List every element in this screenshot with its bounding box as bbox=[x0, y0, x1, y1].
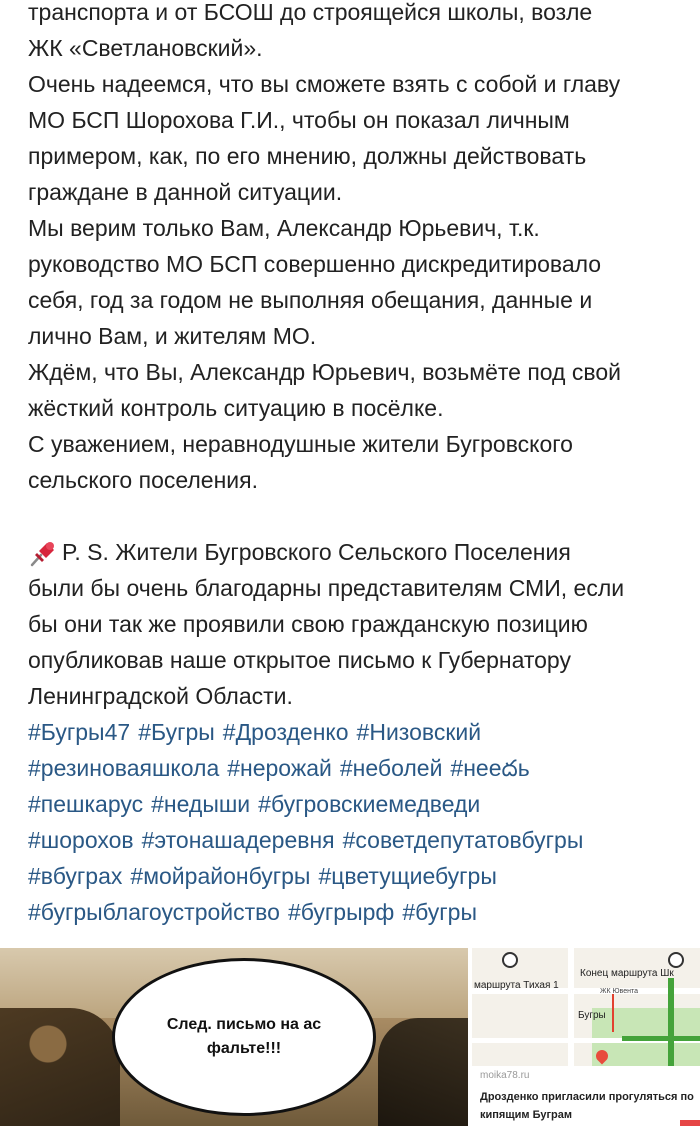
postscript-first-line bbox=[28, 534, 688, 570]
hashtag-link[interactable]: #цветущиебугры bbox=[318, 863, 497, 889]
speech-bubble-line: След. письмо на ас bbox=[166, 1016, 322, 1033]
route-arrow bbox=[612, 994, 614, 1032]
speech-bubble-line: фальте!!! bbox=[206, 1040, 282, 1057]
post-line: бы они так же проявили свою гражданскую позицию bbox=[28, 611, 588, 637]
hashtag-link[interactable]: #пешкарус bbox=[28, 791, 144, 817]
post-line: Ждём, что Вы, Александр Юрьевич, возьмёте под свой bbox=[28, 359, 621, 385]
paragraph-gap bbox=[28, 498, 688, 534]
postscript bbox=[28, 534, 688, 714]
route-start-marker bbox=[502, 952, 518, 968]
post-line: себя, год за годом не выполняя обещания, данные и bbox=[28, 287, 593, 313]
hashtag-line bbox=[28, 858, 688, 894]
post-line: P. S. Жители Бугровского Сельского Поселения bbox=[62, 539, 571, 565]
route-end-marker bbox=[668, 952, 684, 968]
traffic-line bbox=[668, 978, 674, 1066]
hashtag-link[interactable]: #нерожай bbox=[227, 755, 332, 781]
hashtag-link[interactable]: #бугрыблагоустройство bbox=[28, 899, 280, 925]
traffic-line bbox=[622, 1036, 700, 1041]
post-line: транспорта и от БСОШ до строящейся школы, возле bbox=[28, 0, 593, 25]
meme-character-left bbox=[0, 1008, 120, 1126]
hashtag-link[interactable]: #вбуграх bbox=[28, 863, 123, 889]
post-line: Ленинградской Области. bbox=[28, 683, 293, 709]
post-text bbox=[28, 0, 688, 930]
post-line: сельского поселения. bbox=[28, 467, 258, 493]
map-label: ЖК Ювента bbox=[600, 988, 638, 995]
hashtag-link[interactable]: #советдепутатовбугры bbox=[342, 827, 584, 853]
post-line: были бы очень благодарны представителям СМИ, если bbox=[28, 575, 625, 601]
hashtag-link[interactable]: #Дрозденко bbox=[222, 719, 349, 745]
hashtag-link[interactable]: #этонашадеревня bbox=[141, 827, 335, 853]
post-line: ЖК «Светлановский». bbox=[28, 35, 263, 61]
map-label: маршрута Тихая 1 bbox=[474, 980, 559, 991]
link-domain: moika78.ru bbox=[480, 1070, 530, 1081]
post-line: Очень надеемся, что вы сможете взять с собой и главу bbox=[28, 71, 621, 97]
post-line: жёсткий контроль ситуацию в посёлке. bbox=[28, 395, 444, 421]
map-thumbnail bbox=[472, 948, 700, 1066]
hashtag-link[interactable]: #недыши bbox=[151, 791, 251, 817]
post-line: руководство МО БСП совершенно дискредитировало bbox=[28, 251, 602, 277]
hashtag-line bbox=[28, 822, 688, 858]
post-line: МО БСП Шорохова Г.И., чтобы он показал личным bbox=[28, 107, 570, 133]
hashtag-link[interactable]: #Бугры bbox=[138, 719, 215, 745]
link-title[interactable]: Дрозденко пригласили прогуляться по кипящим Буграм bbox=[480, 1091, 694, 1121]
post-line: С уважением, неравнодушные жители Бугровского bbox=[28, 431, 573, 457]
meme-image[interactable] bbox=[0, 948, 468, 1126]
hashtag-line bbox=[28, 894, 688, 930]
post-line: лично Вам, и жителям МО. bbox=[28, 323, 317, 349]
pushpin-icon bbox=[28, 534, 62, 570]
hashtag-link[interactable]: #Бугры47 bbox=[28, 719, 131, 745]
post-line: Мы верим только Вам, Александр Юрьевич, т.к. bbox=[28, 215, 540, 241]
heart-icon bbox=[680, 1120, 700, 1126]
hashtag-line bbox=[28, 714, 688, 750]
post-line: граждане в данной ситуации. bbox=[28, 179, 343, 205]
hashtag-link[interactable]: #бугрырф bbox=[287, 899, 395, 925]
hashtag-line bbox=[28, 750, 688, 786]
hashtag-link[interactable]: #Низовский bbox=[356, 719, 482, 745]
hashtag-link[interactable]: #мойрайонбугры bbox=[130, 863, 311, 889]
hashtag-link[interactable]: #бугры bbox=[402, 899, 477, 925]
map-label: Бугры bbox=[578, 1010, 606, 1021]
hashtag-link[interactable]: #шорохов bbox=[28, 827, 134, 853]
link-preview-card[interactable] bbox=[472, 948, 700, 1126]
hashtag-link[interactable]: #нееదь bbox=[450, 755, 530, 781]
post-line: опубликовав наше открытое письмо к Губернатору bbox=[28, 647, 571, 673]
attachments bbox=[0, 948, 700, 1126]
speech-bubble bbox=[112, 958, 376, 1116]
map-label: Конец маршрута Шк bbox=[580, 968, 674, 979]
map-road bbox=[568, 948, 574, 1066]
meme-character-right bbox=[378, 1018, 468, 1126]
hashtag-line bbox=[28, 786, 688, 822]
hashtag-link[interactable]: #резиноваяшкола bbox=[28, 755, 220, 781]
post-body bbox=[28, 0, 688, 498]
hashtags bbox=[28, 714, 688, 930]
hashtag-link[interactable]: #неболей bbox=[339, 755, 443, 781]
post-line: примером, как, по его мнению, должны действовать bbox=[28, 143, 587, 169]
hashtag-link[interactable]: #бугровскиемедведи bbox=[258, 791, 481, 817]
